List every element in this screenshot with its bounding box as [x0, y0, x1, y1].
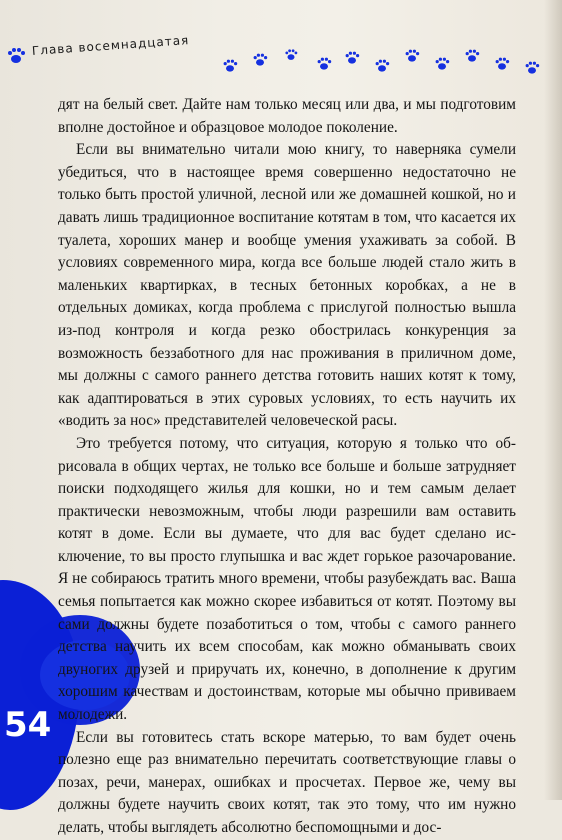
paw-print-icon — [6, 46, 26, 66]
paw-print-icon — [434, 56, 450, 72]
paragraph: дят на белый свет. Дайте нам только месяц или два, и мы подготовим вполне достойное и образцовое молодое поколение. — [58, 96, 516, 136]
chapter-header — [0, 33, 562, 80]
paw-print-icon — [316, 56, 332, 72]
chapter-body — [58, 94, 516, 840]
paw-print-icon — [464, 48, 480, 64]
paw-print-icon — [494, 56, 510, 72]
paw-print-icon — [222, 58, 238, 74]
paragraph: Если вы готовитесь стать вскоре матерью, то вам будет очень полезно еще раз внимательно перечитать соответствующие главы о позах, речи, манерах, ошибках и просчетах. Первое же, чему вы должны будете научить своих котят, так это тому, что им нужно делать, чтобы выглядеть абсолютно беспомощными и дос- — [58, 728, 516, 836]
chapter-title: Глава восемнадцатая — [31, 33, 190, 58]
paragraph: Это требуется потому, что ситуация, которую я только что обрисовала в общих чертах, не только все больше и больше затрудняет поиски подходящего жилья для кошки, но и тем самым делает практически невозможным, чтобы люди разрешили вам оставить котят в доме. Если вы думаете, что для вас будет сделано исключение, то вы просто глупышка и вас ждет горькое разочарование. Я не собираюсь тратить много времени, чтобы разубеждать вас. Ваша семья попытается как можно скорее избавиться от котят. Поэтому вы сами должны будете позаботиться о том, чтобы с самого раннего детства научить их всем способам, как можно обманывать своих двуногих друзей и приручать их, конечно, в дополнение к другим хорошим качествам и достоинствам, которые мы обычно прививаем молодежи. — [58, 434, 516, 724]
paw-print-icon — [404, 48, 420, 64]
paw-print-icon — [524, 60, 540, 76]
spine-shadow — [544, 0, 562, 800]
paw-print-icon — [284, 48, 298, 62]
paw-print-icon — [374, 58, 390, 74]
paw-print-icon — [344, 50, 360, 66]
page-number: 54 — [4, 705, 52, 745]
paw-print-icon — [252, 52, 268, 68]
paragraph: Если вы внимательно читали мою книгу, то наверняка сумели убедиться, что в настоящее время совершенно недостаточно не только быть простой уличной, лесной или же домашней кошкой, но и давать лишь традиционное воспитание котятам в том, что касается их туалета, хороших манер и вообще умения ухаживать за собой. В условиях современного мира, когда все больше людей стало жить в маленьких квартирках, в тесных бетонных коробках, а не в отдельных домиках, когда проблема с прислугой полностью вышла из-под контроля и когда резко обострилась конкуренция за возможность беззаботного для нас проживания в приличном доме, мы должны с самого раннего детства готовить наших котят к тому, как адаптироваться в этих суровых условиях, то есть научить их «водить за нос» представителей человеческой расы. — [58, 141, 516, 430]
